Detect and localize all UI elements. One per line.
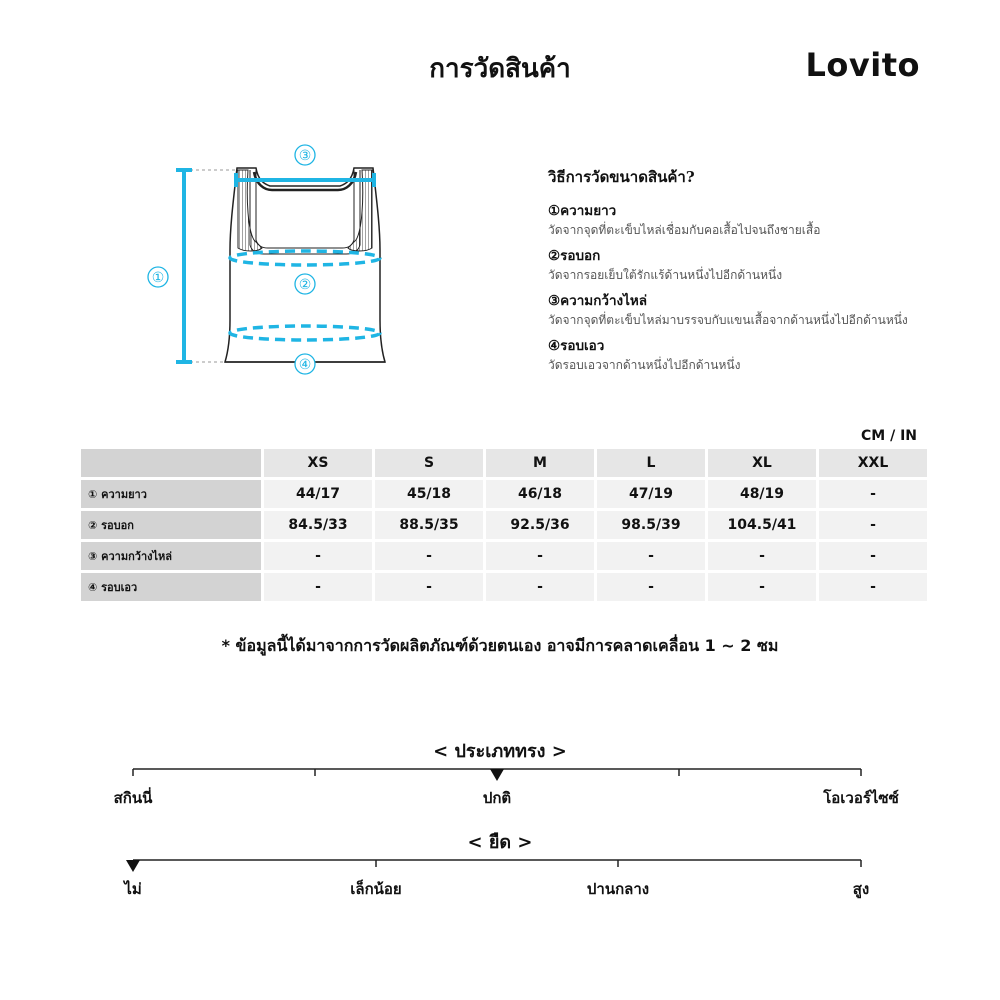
table-cell: 84.5/33 <box>264 511 372 539</box>
page-title: การวัดสินค้า <box>429 54 571 84</box>
tank-top-outline <box>225 168 385 362</box>
size-header: S <box>375 449 483 477</box>
stretch-label-medium: ปานกลาง <box>586 880 650 898</box>
marker-waist: ④ <box>298 356 312 372</box>
table-cell: 46/18 <box>486 480 594 508</box>
size-header: L <box>597 449 705 477</box>
instruction-desc-bust: วัดจากรอยเย็บใต้รักแร้ด้านหนึ่งไปอีกด้านหนึ่ง <box>548 268 783 282</box>
fit-label-regular: ปกติ <box>482 789 512 807</box>
instruction-title-shoulder: ③ความกว้างไหล่ <box>548 293 648 309</box>
table-cell: - <box>708 542 816 570</box>
table-cell: - <box>264 573 372 601</box>
stretch-indicator <box>126 860 140 872</box>
table-cell: - <box>375 573 483 601</box>
table-cell: 88.5/35 <box>375 511 483 539</box>
table-cell: - <box>486 542 594 570</box>
size-header-row <box>81 449 927 477</box>
size-table <box>78 446 930 604</box>
instruction-title-waist: ④รอบเอว <box>548 338 605 354</box>
stretch-label-high: สูง <box>852 880 870 898</box>
instruction-title-bust: ②รอบอก <box>548 248 601 264</box>
table-cell: - <box>819 480 927 508</box>
instruction-desc-waist: วัดรอบเอวจากด้านหนึ่งไปอีกด้านหนึ่ง <box>548 358 741 372</box>
table-row <box>81 573 927 601</box>
brand-logo: Lovito <box>805 46 920 84</box>
garment-diagram <box>140 140 400 380</box>
unit-label: CM / IN <box>861 428 917 444</box>
table-row <box>81 542 927 570</box>
fit-scale-title: < ประเภททรง > <box>433 741 567 762</box>
table-cell: - <box>819 542 927 570</box>
table-cell: - <box>819 511 927 539</box>
table-row <box>81 511 927 539</box>
table-cell: 92.5/36 <box>486 511 594 539</box>
marker-bust: ② <box>298 276 312 292</box>
table-cell: - <box>486 573 594 601</box>
row-label: ④ รอบเอว <box>81 573 261 601</box>
size-header-blank <box>81 449 261 477</box>
table-cell: - <box>819 573 927 601</box>
stretch-scale-title: < ยืด > <box>467 832 533 853</box>
marker-length: ① <box>151 269 165 285</box>
table-cell: 44/17 <box>264 480 372 508</box>
table-cell: - <box>597 573 705 601</box>
size-header: XL <box>708 449 816 477</box>
size-header: XXL <box>819 449 927 477</box>
instructions-heading: วิธีการวัดขนาดสินค้า? <box>548 168 695 186</box>
table-cell: - <box>708 573 816 601</box>
marker-shoulder: ③ <box>298 147 312 163</box>
stretch-scale <box>0 851 1000 881</box>
fit-label-skinny: สกินนี่ <box>113 789 153 807</box>
stretch-label-none: ไม่ <box>124 880 142 898</box>
table-cell: - <box>597 542 705 570</box>
table-row <box>81 480 927 508</box>
measure-instructions <box>548 165 968 379</box>
instruction-desc-shoulder: วัดจากจุดที่ตะเข็บไหล่มาบรรจบกับแขนเสื้อจากด้านหนึ่งไปอีกด้านหนึ่ง <box>548 313 908 327</box>
table-cell: 45/18 <box>375 480 483 508</box>
instruction-desc-length: วัดจากจุดที่ตะเข็บไหล่เชื่อมกับคอเสื้อไปจนถึงชายเสื้อ <box>548 223 821 237</box>
stretch-label-slight: เล็กน้อย <box>350 880 402 898</box>
fit-label-oversize: โอเวอร์ไซซ์ <box>823 789 899 807</box>
table-cell: 104.5/41 <box>708 511 816 539</box>
instruction-title-length: ①ความยาว <box>548 203 617 219</box>
table-cell: 48/19 <box>708 480 816 508</box>
row-label: ① ความยาว <box>81 480 261 508</box>
table-cell: 98.5/39 <box>597 511 705 539</box>
row-label: ② รอบอก <box>81 511 261 539</box>
measurement-note: * ข้อมูลนี้ได้มาจากการวัดผลิตภัณฑ์ด้วยตนเอง อาจมีการคลาดเคลื่อน 1 ~ 2 ซม <box>221 636 779 655</box>
table-cell: 47/19 <box>597 480 705 508</box>
table-cell: - <box>375 542 483 570</box>
size-header: XS <box>264 449 372 477</box>
fit-indicator <box>490 769 504 781</box>
size-header: M <box>486 449 594 477</box>
row-label: ③ ความกว้างไหล่ <box>81 542 261 570</box>
table-cell: - <box>264 542 372 570</box>
